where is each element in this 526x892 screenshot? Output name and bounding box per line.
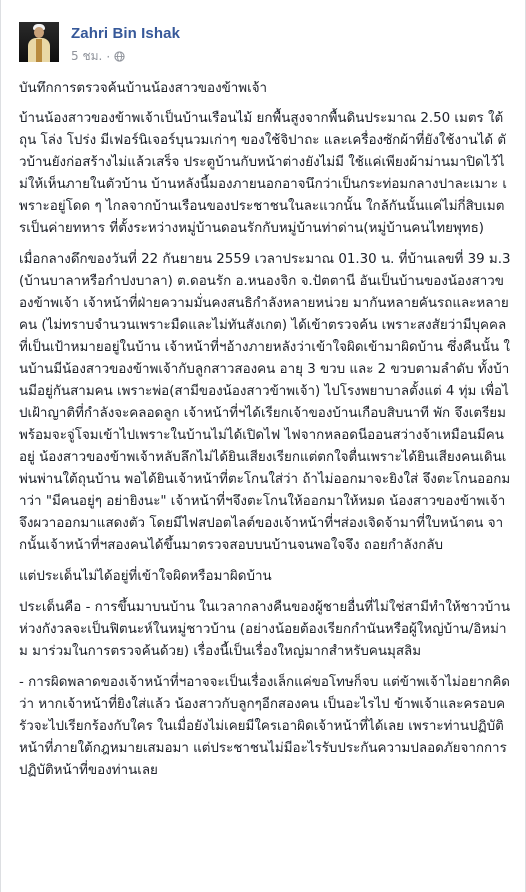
avatar[interactable] — [19, 22, 59, 62]
post-paragraph: เมื่อกลางดึกของวันที่ 22 กันยายน 2559 เวลาประมาณ 01.30 น. ที่บ้านเลขที่ 39 ม.3 (บ้านบาลาหรือกำปงบาลา) ต.ดอนรัก อ.หนองจิก จ.ปัตตานี อันเป็นบ้านของน้องสาวของข้าพเจ้า เจ้าหน้าที่ฝ่ายความมั่นคงสนธิกำลังหลายหน่วย มากันหลายคันรถและหลายคน (ไม่ทราบจำนวนเพราะมืดและไม่ทันสังเกต) ได้เข้าตรวจค้น เพราะสงสัยว่ามีบุคคลที่เป็นเป้าหมายอยู่ในบ้าน เจ้าหน้าที่ฯอ้างภายหลังว่าเข้าใจผิดเข้ามาผิดบ้าน ซึ่งคืนนั้น ในบ้านมีน้องสาวของข้าพเจ้ากับลูกสาวสองคน อายุ 3 ขวบ และ 2 ขวบตามลำดับ ทั้งบ้านมีอยู่กันสามคน เพราะพ่อ(สามีของน้องสาวข้าพเจ้า) ไปโรงพยาบาลตั้งแต่ 4 ทุ่ม เพื่อไปเฝ้าญาติที่กำลังจะคลอดลูก เจ้าหน้าที่ฯได้เรียกเจ้าของบ้านเกือบสิบนาที พัก จึงเตรียมพร้อมจะจู่โจมเข้าไปเพราะในบ้านไม่ได้เปิดไฟ ไฟจากหลอดนีออนสว่างจ้าเหมือนมีคนอยู่ น้องสาวของข้าพเจ้าหลับลึกไม่ได้ยินเสียงเรียกแต่ตกใจตื่นเพราะได้ยินเสียงคนเดินเพ่นพ่านใต้ถุนบ้าน พอได้ยินเจ้าหน้าที่ตะโกนใส่ว่า ถ้าไม่ออกมาจะยิงใส่ จึงตะโกนออกมาว่า "มีคนอยู่ๆ อย่ายิงนะ" เจ้าหน้าที่ฯจึงตะโกนให้ออกมาให้หมด น้องสาวของข้าพเจ้าจึงผวาออกมาแสดงตัว โดยมีไฟสปอตไลต์ของเจ้าหน้าที่ฯส่องเจิดจ้ามาที่ใบหน้าตน จากนั้นเจ้าหน้าที่ฯสองคนได้ขึ้นมาตรวจสอบบนบ้านจนพอใจจึง ถอยกำลังกลับ — [19, 252, 511, 553]
post-paragraph: ประเด็นคือ - การขึ้นมาบนบ้าน ในเวลากลางคืนของผู้ชายอื่นที่ไม่ใช่สามีทำให้ชาวบ้านห่วงกังวลจะเป็นฟิตนะห์ในหมู่ชาวบ้าน (อย่างน้อยต้องเรียกกำนันหรือผู้ใหญ่บ้าน/อิหม่าม มาร่วมในการตรวจค้นด้วย) เรื่องนี้เป็นเรื่องใหญ่มากสำหรับคนมุสลิม — [19, 600, 510, 659]
post-paragraph: บ้านน้องสาวของข้าพเจ้าเป็นบ้านเรือนไม้ ยกพื้นสูงจากพื้นดินประมาณ 2.50 เมตร ใต้ถุน โล่ง โปร่ง มีเฟอร์นิเจอร์บุนวมเก่าๆ ของใช้จิปาถะ และเครื่องซักผ้าที่ยังใช้งานได้ ตัวบ้านยังก่อสร้างไม่แล้วเสร็จ ประตูบ้านกับหน้าต่างยังไม่มี ใช้แค่เพียงผ้าม่านมาปิดไว้ไม่ให้เห็นภายในตัวบ้าน บ้านหลังนี้มองภายนอกอาจนึกว่าเป็นกระท่อมกลางปาละเมาะ เพราะอยู่โดด ๆ ไกลจากบ้านเรือนของประชาชนในละแวกนั้น ใกล้กันนั้นแค่ไม่กี่สิบเมตรเป็นค่ายทหาร ที่ตั้งระหว่างหมู่บ้านดอนรักกับหมู่บ้านท่าด่าน(หมู่บ้านคนไทยพุทธ) — [19, 111, 507, 236]
post-body — [19, 78, 511, 791]
globe-icon — [114, 51, 125, 62]
post-header — [19, 22, 515, 72]
post-paragraph: แต่ประเด็นไม่ได้อยู่ที่เข้าใจผิดหรือมาผิดบ้าน — [19, 569, 272, 584]
post-paragraph: - การผิดพลาดของเจ้าหน้าที่ฯอาจจะเป็นเรื่องเล็กแค่ขอโทษก็จบ แต่ข้าพเจ้าไม่อยากคิดว่า หากเจ้าหน้าที่ยิงใส่แล้ว น้องสาวกับลูกๆอีกสองคน เป็นอะไรไป ข้าพเจ้าและครอบครัวจะไปเรียกร้องกับใคร ในเมื่อยังไม่เคยมีใครเอาผิดเจ้าหน้าที่ได้เลย เพราะท่านปฏิบัติหน้าที่ภายใต้กฎหมายเสมอมา แต่ประชาชนไม่มีอะไรรับประกันความปลอดภัยจากการปฏิบัติหน้าที่ของท่านเลย — [19, 675, 510, 778]
post-meta: 5 ชม. · — [71, 47, 125, 66]
post-timestamp[interactable]: 5 ชม. — [71, 49, 103, 63]
author-name[interactable]: Zahri Bin Ishak — [71, 25, 181, 42]
post-title: บันทึกการตรวจค้นบ้านน้องสาวของข้าพเจ้า — [19, 81, 268, 96]
